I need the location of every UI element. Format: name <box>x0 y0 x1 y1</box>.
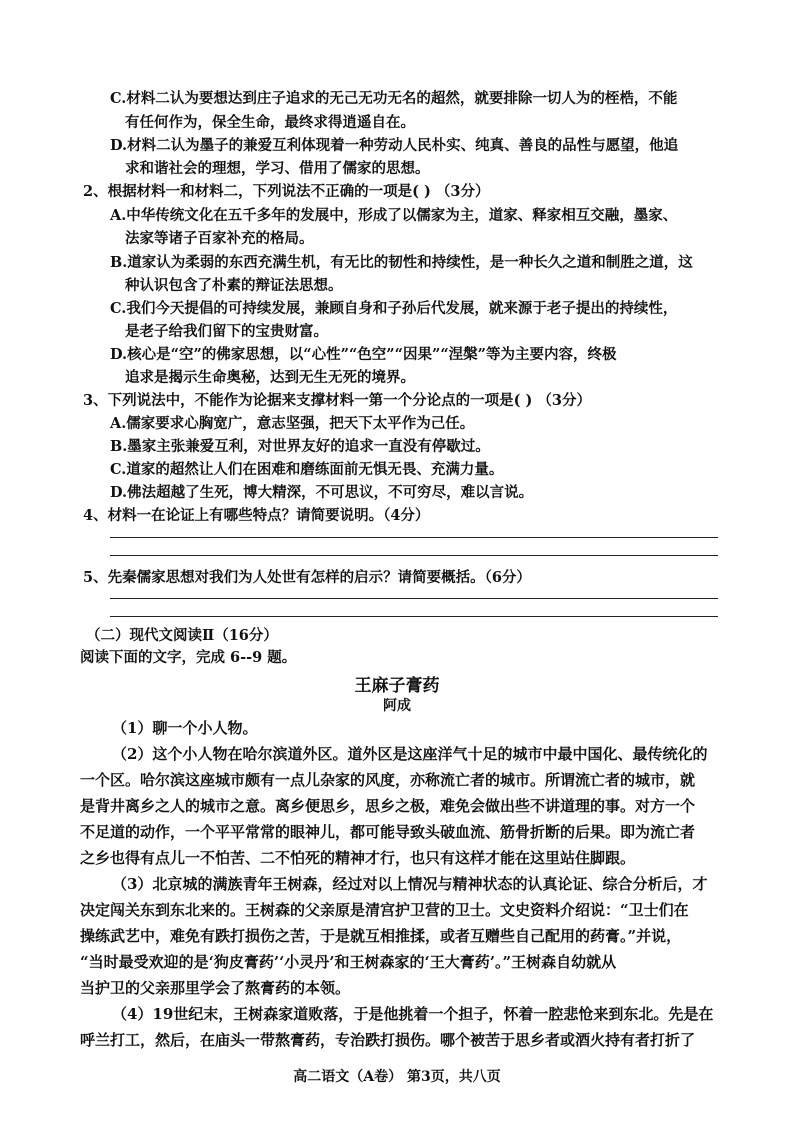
q2-option-b-line-2: 种认识包含了朴素的辩证法思想。 <box>125 277 343 294</box>
article-paragraph-line: 一个区。哈尔滨这座城市颇有一点儿杂家的风度，亦称流亡者的城市。所谓流亡者的城市，就 <box>80 771 696 789</box>
article-paragraph-line: 是背井离乡之人的城市之意。离乡便思乡，思乡之极，难免会做出些不讲道理的事。对方一个 <box>80 797 696 815</box>
article-title: 王麻子膏药 <box>354 676 440 696</box>
q3-option-a: A.儒家要求心胸宽广，意志坚强，把天下太平作为己任。 <box>110 415 475 432</box>
q3-option-b: B.墨家主张兼爱互利，对世界友好的追求一直没有停歇过。 <box>110 438 490 455</box>
option-d-line-1: D.材料二认为墨子的兼爱互利体现着一种劳动人民朴实、纯真、善良的品性与愿望，他追 <box>110 137 679 154</box>
article-paragraph-line: （3）北京城的满族青年王树森，经过对以上情况与精神状态的认真论证、综合分析后，才 <box>112 875 708 893</box>
answer-line[interactable] <box>110 598 718 599</box>
page-footer: 高二语文（A卷） 第3页，共八页 <box>293 1069 501 1085</box>
option-d-line-2: 求和谐社会的理想，学习、借用了儒家的思想。 <box>125 160 430 177</box>
q2-option-c-line-1: C.我们今天提倡的可持续发展，兼顾自身和子孙后代发展，就来源于老子提出的持续性， <box>110 300 678 317</box>
article-paragraph-line: 当护卫的父亲那里学会了熬膏药的本领。 <box>80 979 351 997</box>
q2-option-a-line-1: A.中华传统文化在五千多年的发展中，形成了以儒家为主，道家、释家相互交融，墨家、 <box>110 207 678 224</box>
answer-line[interactable] <box>110 555 718 556</box>
question-2-stem: 2、根据材料一和材料二，下列说法不正确的一项是( ) （3分） <box>83 183 490 200</box>
q3-option-c: C.道家的超然让人们在困难和磨练面前无惧无畏、充满力量。 <box>110 461 504 478</box>
q2-option-d-line-1: D.核心是“空”的佛家思想，以“心性”“色空”“因果”“涅槃”等为主要内容，终极 <box>110 346 617 363</box>
section-heading: （二）现代文阅读Ⅱ（16分） <box>86 627 278 644</box>
answer-line[interactable] <box>110 537 718 538</box>
q2-option-b-line-1: B.道家认为柔弱的东西充满生机，有无比的韧性和持续性，是一种长久之道和制胜之道，这 <box>110 254 693 271</box>
question-3-stem: 3、下列说法中，不能作为论据来支撑材料一第一个分论点的一项是( ) （3分） <box>83 392 591 409</box>
q3-option-d: D.佛法超越了生死，博大精深，不可思议，不可穷尽，难以言说。 <box>110 484 534 501</box>
article-paragraph-line: 决定闯关东到东北来的。王树森的父亲原是清宫护卫营的卫士。文史资料介绍说：“卫士们在 <box>80 901 689 919</box>
option-c-line-1: C.材料二认为要想达到庄子追求的无己无功无名的超然，就要排除一切人为的桎梏，不能 <box>110 90 678 107</box>
article-paragraph-line: （4）19世纪末，王树森家道败落，于是他挑着一个担子，怀着一腔悲怆来到东北。先是在 <box>112 1005 714 1023</box>
article-paragraph-line: 之乡也得有点儿一不怕苦、二不怕死的精神才行，也只有这样才能在这里站住脚跟。 <box>80 849 636 867</box>
article-author: 阿成 <box>383 698 411 714</box>
answer-line[interactable] <box>110 616 718 617</box>
article-paragraph-line: 呼兰打工，然后，在庙头一带熬膏药，专治跌打损伤。哪个被苦于思乡者或酒火持有者打折了 <box>80 1031 696 1049</box>
question-4-stem: 4、材料一在论证上有哪些特点？请简要说明。（4分） <box>83 507 430 524</box>
q2-option-a-line-2: 法家等诸子百家补充的格局。 <box>125 230 314 247</box>
option-c-line-2: 有任何作为，保全生命，最终求得逍遥自在。 <box>125 114 415 131</box>
article-paragraph-line: 不足道的动作，一个平平常常的眼神儿，都可能导致头破血流、筋骨折断的后果。即为流亡者 <box>80 823 696 841</box>
section-instruction: 阅读下面的文字，完成 6--9 题。 <box>80 649 297 666</box>
article-paragraph-line: （2）这个小人物在哈尔滨道外区。道外区是这座洋气十足的城市中最中国化、最传统化的 <box>112 745 708 763</box>
question-5-stem: 5、先秦儒家思想对我们为人处世有怎样的启示？请简要概括。（6分） <box>83 569 531 586</box>
article-paragraph-line: “当时最受欢迎的是‘狗皮膏药’‘小灵丹’和王树森家的‘王大膏药’。”王树森自幼就从 <box>80 953 617 971</box>
article-paragraph-line: 操练武艺中，难免有跌打损伤之苦，于是就互相推揉，或者互赠些自己配用的药膏。”并说， <box>80 927 682 945</box>
article-paragraph-line: （1）聊一个小人物。 <box>112 719 258 737</box>
q2-option-c-line-2: 是老子给我们留下的宝贵财富。 <box>125 323 328 340</box>
q2-option-d-line-2: 追求是揭示生命奥秘，达到无生无死的境界。 <box>125 369 415 386</box>
